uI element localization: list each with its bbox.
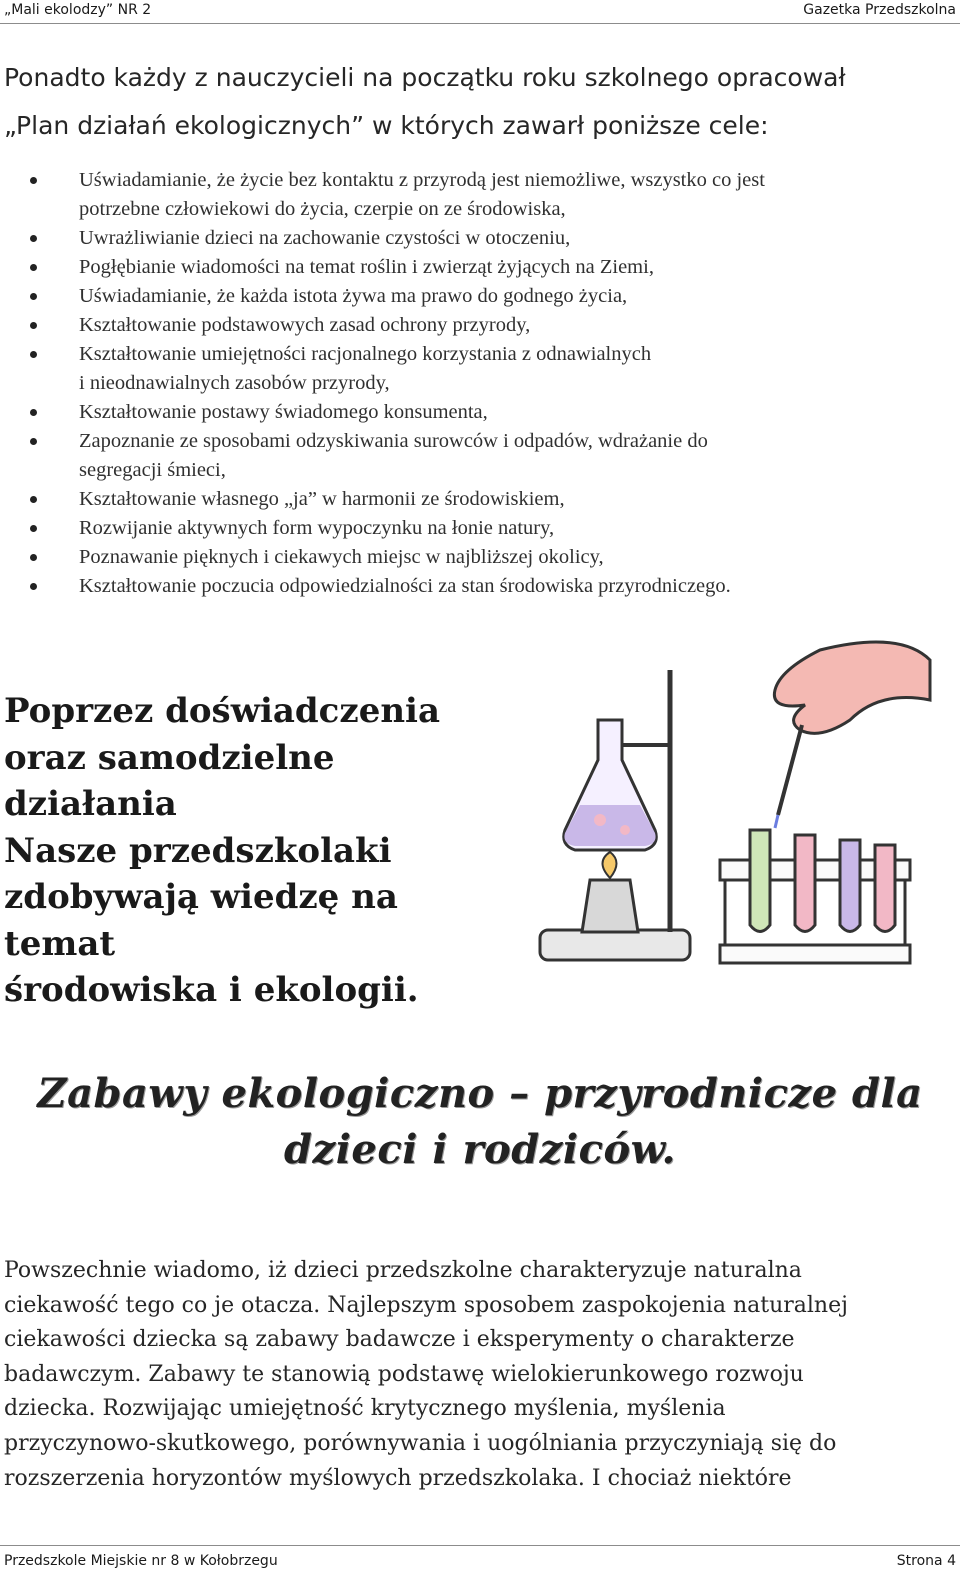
lead-line: Nasze przedszkolaki bbox=[4, 830, 392, 871]
goal-text: Kształtowanie postawy świadomego konsumenta, bbox=[79, 401, 488, 423]
bullet-icon bbox=[30, 351, 37, 358]
section-title-line: Zabawy ekologiczno – przyrodnicze dla bbox=[37, 1070, 923, 1117]
burner bbox=[582, 880, 638, 932]
goal-item bbox=[0, 543, 950, 572]
section-title bbox=[0, 1066, 960, 1178]
newsletter-issue: „Mali ekolodzy” NR 2 bbox=[4, 2, 152, 18]
page-footer bbox=[0, 1545, 960, 1574]
goal-item bbox=[0, 398, 950, 427]
goal-item bbox=[0, 224, 950, 253]
bullet-icon bbox=[30, 438, 37, 445]
goal-text: Kształtowanie poczucia odpowiedzialności za stan środowiska przyrodniczego. bbox=[79, 575, 731, 597]
goal-item bbox=[0, 427, 950, 485]
stand-base bbox=[540, 930, 690, 960]
flask-liquid bbox=[564, 805, 655, 846]
paragraph-line: ciekawość tego co je otacza. Najlepszym sposobem zaspokojenia naturalnej bbox=[4, 1292, 848, 1318]
goal-text: Pogłębianie wiadomości na temat roślin i zwierząt żyjących na Ziemi, bbox=[79, 256, 654, 278]
lead-line: zdobywają wiedzę na temat bbox=[4, 877, 398, 964]
hand bbox=[774, 642, 930, 733]
paragraph-line: dziecka. Rozwijając umiejętność krytycznego myślenia, myślenia bbox=[4, 1396, 726, 1422]
test-tube bbox=[875, 845, 895, 932]
goals-list bbox=[0, 166, 950, 601]
paragraph-line: badawczym. Zabawy te stanowią podstawę wielokierunkowego rozwoju bbox=[4, 1361, 804, 1387]
goal-item bbox=[0, 340, 950, 398]
goal-text: Zapoznanie ze sposobami odzyskiwania surowców i odpadów, wdrażanie do bbox=[79, 430, 708, 452]
goal-text: segregacji śmieci, bbox=[79, 459, 226, 481]
goal-text: Uwrażliwianie dzieci na zachowanie czystości w otoczeniu, bbox=[79, 227, 571, 249]
intro-line: Ponadto każdy z nauczycieli na początku roku szkolnego opracował bbox=[4, 63, 846, 92]
bullet-icon bbox=[30, 525, 37, 532]
bubble-icon bbox=[620, 825, 630, 835]
paragraph-line: Powszechnie wiadomo, iż dzieci przedszkolne charakteryzuje naturalna bbox=[4, 1258, 802, 1283]
bullet-icon bbox=[30, 322, 37, 329]
goal-text: Uświadamianie, że życie bez kontaktu z przyrodą jest niemożliwe, wszystko co jest bbox=[79, 169, 765, 191]
goal-item bbox=[0, 485, 950, 514]
school-name: Przedszkole Miejskie nr 8 w Kołobrzegu bbox=[4, 1553, 278, 1569]
bullet-icon bbox=[30, 554, 37, 561]
lead-line: oraz samodzielne działania bbox=[4, 737, 335, 824]
test-tube bbox=[795, 835, 815, 932]
newsletter-name: Gazetka Przedszkolna bbox=[803, 2, 956, 18]
test-tube bbox=[840, 840, 860, 932]
bullet-icon bbox=[30, 583, 37, 590]
bullet-icon bbox=[30, 264, 37, 271]
pipette bbox=[778, 725, 802, 815]
goal-item bbox=[0, 311, 950, 340]
paragraph-line: rozszerzenia horyzontów myślowych przedszkolaka. I chociaż niektóre bbox=[4, 1465, 792, 1491]
goal-text: Kształtowanie podstawowych zasad ochrony przyrody, bbox=[79, 314, 531, 336]
bullet-icon bbox=[30, 177, 37, 184]
lead-line: środowiska i ekologii. bbox=[4, 970, 419, 1010]
goal-text: Poznawanie pięknych i ciekawych miejsc w najbliższej okolicy, bbox=[79, 546, 604, 568]
goal-item bbox=[0, 166, 950, 224]
goal-text: i nieodnawialnych zasobów przyrody, bbox=[79, 372, 390, 394]
goal-item bbox=[0, 572, 950, 601]
goal-item bbox=[0, 282, 950, 311]
laboratory-illustration bbox=[520, 630, 940, 990]
test-tube bbox=[750, 830, 770, 932]
bullet-icon bbox=[30, 293, 37, 300]
rack-bottom bbox=[720, 945, 910, 963]
bubble-icon bbox=[594, 814, 606, 826]
lead-statement bbox=[4, 688, 504, 1014]
goal-item bbox=[0, 514, 950, 543]
goal-text: Kształtowanie umiejętności racjonalnego korzystania z odnawialnych bbox=[79, 343, 652, 365]
paragraph-line: ciekawości dziecka są zabawy badawcze i eksperymenty o charakterze bbox=[4, 1327, 795, 1353]
body-paragraph bbox=[4, 1254, 956, 1496]
page-header bbox=[0, 0, 960, 24]
flame-icon bbox=[603, 852, 617, 878]
bullet-icon bbox=[30, 496, 37, 503]
intro-heading bbox=[4, 54, 954, 150]
goal-text: Rozwijanie aktywnych form wypoczynku na łonie natury, bbox=[79, 517, 555, 539]
goal-text: potrzebne człowiekowi do życia, czerpie on ze środowiska, bbox=[79, 198, 566, 220]
bullet-icon bbox=[30, 409, 37, 416]
section-title-line: dzieci i rodziców. bbox=[284, 1126, 676, 1173]
goal-text: Kształtowanie własnego „ja” w harmonii ze środowiskiem, bbox=[79, 488, 565, 510]
intro-line: „Plan działań ekologicznych” w których zawarł poniższe cele: bbox=[4, 111, 769, 140]
droplet bbox=[775, 815, 778, 828]
goal-item bbox=[0, 253, 950, 282]
page-number: Strona 4 bbox=[896, 1553, 956, 1569]
goal-text: Uświadamianie, że każda istota żywa ma prawo do godnego życia, bbox=[79, 285, 628, 307]
paragraph-line: przyczynowo-skutkowego, porównywania i uogólniania przyczyniają się do bbox=[4, 1430, 837, 1456]
bullet-icon bbox=[30, 235, 37, 242]
lead-line: Poprzez doświadczenia bbox=[4, 691, 440, 731]
